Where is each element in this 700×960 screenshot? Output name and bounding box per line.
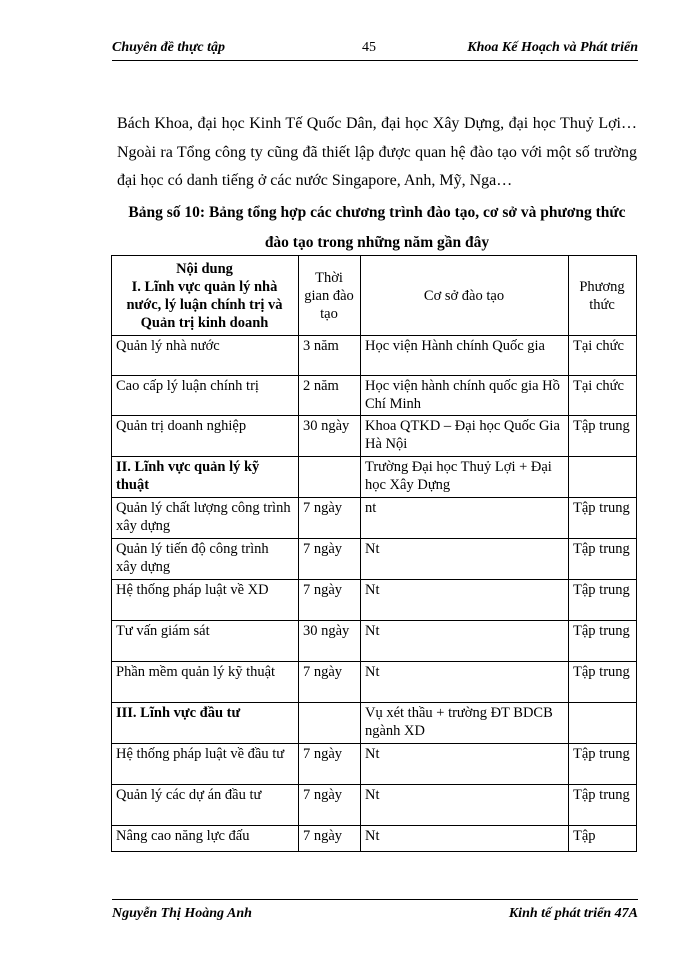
footer-rule <box>112 899 638 900</box>
row-method <box>569 703 637 744</box>
row-duration: 2 năm <box>299 376 361 416</box>
row-content: II. Lĩnh vực quản lý kỹ thuật <box>112 457 299 498</box>
table-row <box>112 416 637 457</box>
row-content: Nâng cao năng lực đấu <box>112 826 299 852</box>
row-method: Tập trung <box>569 498 637 539</box>
row-content: Phần mềm quản lý kỹ thuật <box>112 662 299 703</box>
row-content: Tư vấn giám sát <box>112 621 299 662</box>
row-institution: Nt <box>361 580 569 621</box>
row-method: Tập trung <box>569 744 637 785</box>
row-duration: 30 ngày <box>299 416 361 457</box>
row-institution: Nt <box>361 744 569 785</box>
row-method: Tại chức <box>569 376 637 416</box>
row-content: Quản lý các dự án đầu tư <box>112 785 299 826</box>
row-content: Quản lý nhà nước <box>112 336 299 376</box>
table-row <box>112 457 637 498</box>
header-content-subtitle: I. Lĩnh vực quản lý nhà nước, lý luận chính trị và Quản trị kinh doanh <box>126 278 283 331</box>
header-department: Khoa Kế Hoạch và Phát triển <box>467 40 638 55</box>
row-content: Hệ thống pháp luật về XD <box>112 580 299 621</box>
row-institution: Nt <box>361 662 569 703</box>
row-duration: 7 ngày <box>299 580 361 621</box>
row-institution: Nt <box>361 539 569 580</box>
row-duration <box>299 703 361 744</box>
row-institution: nt <box>361 498 569 539</box>
row-duration <box>299 457 361 498</box>
row-method: Tại chức <box>569 336 637 376</box>
row-duration: 3 năm <box>299 336 361 376</box>
table-body <box>112 336 637 852</box>
row-method: Tập trung <box>569 416 637 457</box>
page-number: 45 <box>362 40 376 55</box>
table-row <box>112 785 637 826</box>
row-content: Quản lý chất lượng công trình xây dựng <box>112 498 299 539</box>
table-row <box>112 621 637 662</box>
table-row <box>112 703 637 744</box>
row-duration: 7 ngày <box>299 785 361 826</box>
row-duration: 7 ngày <box>299 744 361 785</box>
row-method: Tập trung <box>569 621 637 662</box>
header-duration: Thời gian đào tạo <box>299 256 361 336</box>
row-content: Quản trị doanh nghiệp <box>112 416 299 457</box>
paragraph-text: Bách Khoa, đại học Kinh Tế Quốc Dân, đại học Xây Dựng, đại học Thuỷ Lợi… Ngoài ra Tổng công ty cũng đã thiết lập được quan hệ đào tạo với một số trường đại học có danh tiếng ở các nước Singapore, Anh, Mỹ, Nga… <box>117 115 637 189</box>
table-row <box>112 580 637 621</box>
body-paragraph <box>117 110 637 196</box>
header-content-title: Nội dung <box>176 260 233 277</box>
row-duration: 7 ngày <box>299 662 361 703</box>
row-duration: 7 ngày <box>299 539 361 580</box>
row-method: Tập trung <box>569 785 637 826</box>
header-institution: Cơ sở đào tạo <box>361 256 569 336</box>
table-row <box>112 498 637 539</box>
row-institution: Nt <box>361 621 569 662</box>
row-institution: Học viện Hành chính Quốc gia <box>361 336 569 376</box>
row-method: Tập trung <box>569 580 637 621</box>
row-method: Tập trung <box>569 539 637 580</box>
header-content <box>112 256 299 336</box>
row-duration: 30 ngày <box>299 621 361 662</box>
row-institution: Nt <box>361 826 569 852</box>
header-title: Chuyên đề thực tập <box>112 40 226 55</box>
row-institution: Trường Đại học Thuỷ Lợi + Đại học Xây Dựng <box>361 457 569 498</box>
table-caption: Bảng số 10: Bảng tổng hợp các chương trình đào tạo, cơ sở và phương thức đào tạo trong những năm gần đây <box>128 204 626 251</box>
row-institution: Vụ xét thầu + trường ĐT BDCB ngành XD <box>361 703 569 744</box>
table-row <box>112 336 637 376</box>
row-content: Cao cấp lý luận chính trị <box>112 376 299 416</box>
table-header-row <box>112 256 637 336</box>
row-institution: Nt <box>361 785 569 826</box>
row-institution: Học viện hành chính quốc gia Hồ Chí Minh <box>361 376 569 416</box>
table-row <box>112 539 637 580</box>
table-row <box>112 376 637 416</box>
footer-author: Nguyễn Thị Hoàng Anh <box>112 906 252 921</box>
row-method: Tập trung <box>569 662 637 703</box>
row-duration: 7 ngày <box>299 826 361 852</box>
row-content: III. Lĩnh vực đầu tư <box>112 703 299 744</box>
row-method: Tập <box>569 826 637 852</box>
header-rule <box>112 60 638 61</box>
row-method <box>569 457 637 498</box>
training-table <box>111 255 637 852</box>
row-content: Quản lý tiến độ công trình xây dựng <box>112 539 299 580</box>
row-content: Hệ thống pháp luật về đầu tư <box>112 744 299 785</box>
row-institution: Khoa QTKD – Đại học Quốc Gia Hà Nội <box>361 416 569 457</box>
table-row <box>112 662 637 703</box>
page-header <box>112 40 638 60</box>
footer-class: Kinh tế phát triển 47A <box>508 906 638 921</box>
table-row <box>112 744 637 785</box>
header-method: Phương thức <box>569 256 637 336</box>
row-duration: 7 ngày <box>299 498 361 539</box>
table-row <box>112 826 637 852</box>
